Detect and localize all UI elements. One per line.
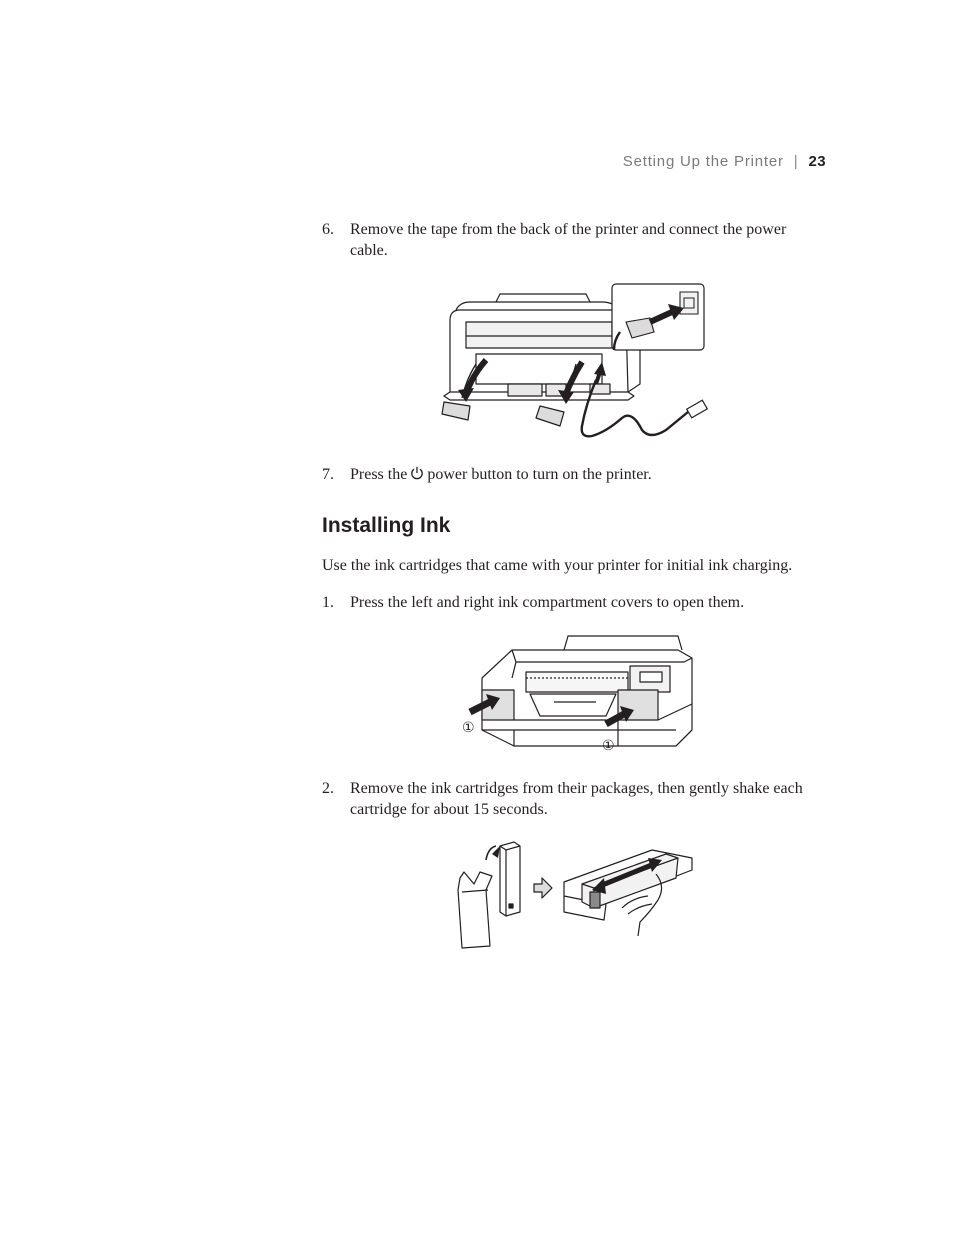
ink-compartment-covers-illustration (456, 632, 698, 756)
step-text: Press the left and right ink compartment covers to open them. (350, 594, 745, 611)
step-text-before: Press the (350, 466, 408, 483)
step-text-after: power button to turn on the printer. (427, 466, 652, 483)
section-title: Setting Up the Printer (622, 153, 784, 170)
page-number: 23 (808, 153, 826, 170)
rear-printer-power-cable-illustration (436, 280, 708, 444)
install-step-2 (322, 778, 822, 820)
step-number: 6. (322, 221, 334, 238)
callout-left: ① (462, 720, 475, 736)
step-number: 7. (322, 466, 334, 483)
step-text: Remove the ink cartridges from their packages, then gently shake each cartridge for about 15 seconds. (350, 780, 803, 818)
step-text (350, 464, 822, 485)
step-number: 2. (322, 780, 334, 797)
step-7 (322, 464, 822, 485)
shake-ink-cartridge-illustration (452, 838, 694, 952)
section-heading: Installing Ink (322, 514, 451, 537)
intro-paragraph: Use the ink cartridges that came with your printer for initial ink charging. (322, 557, 793, 574)
callout-right: ① (602, 738, 615, 754)
step-6 (322, 219, 822, 261)
install-step-1 (322, 592, 822, 613)
step-text: Remove the tape from the back of the printer and connect the power cable. (350, 221, 787, 259)
power-icon (410, 466, 424, 480)
running-head (623, 153, 826, 170)
step-number: 1. (322, 594, 334, 611)
header-separator: | (793, 153, 799, 170)
